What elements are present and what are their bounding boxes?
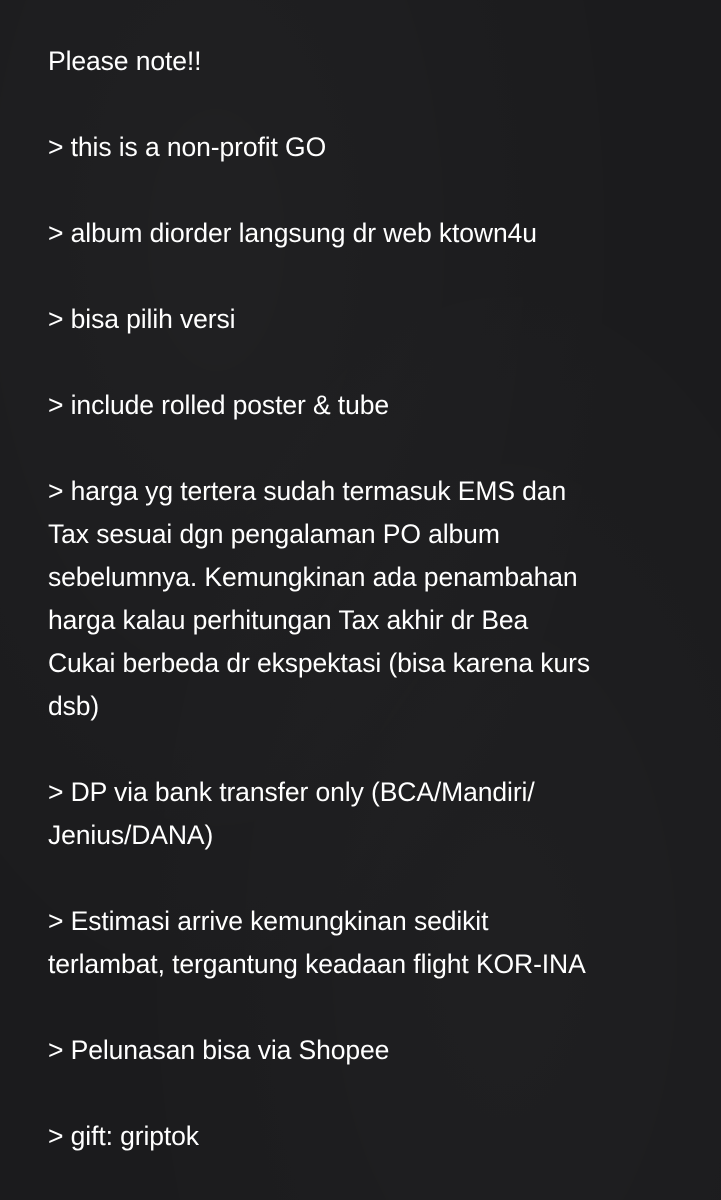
note-line: > bisa pilih versi	[48, 304, 236, 334]
note-title-text: Please note!!	[48, 46, 202, 76]
note-line: > DP via bank transfer only (BCA/Mandiri/	[48, 777, 535, 807]
note-line: > include rolled poster & tube	[48, 390, 389, 420]
note-item-order-source	[48, 212, 698, 255]
note-item-poster	[48, 384, 698, 427]
note-item-settlement	[48, 1029, 698, 1072]
note-line: > this is a non-profit GO	[48, 132, 327, 162]
note-line: sebelumnya. Kemungkinan ada penambahan	[48, 562, 578, 592]
note-item-version	[48, 298, 698, 341]
note-line: > gift: griptok	[48, 1121, 199, 1151]
note-line: harga kalau perhitungan Tax akhir dr Bea	[48, 605, 529, 635]
note-line: Jenius/DANA)	[48, 820, 214, 850]
note-item-gift	[48, 1115, 698, 1158]
note-line: Tax sesuai dgn pengalaman PO album	[48, 519, 500, 549]
note-line: > Estimasi arrive kemungkinan sedikit	[48, 906, 489, 936]
note-line: > album diorder langsung dr web ktown4u	[48, 218, 537, 248]
note-item-nonprofit	[48, 126, 698, 169]
note-text-body[interactable]	[48, 40, 698, 1158]
note-line: dsb)	[48, 691, 100, 721]
note-line: > harga yg tertera sudah termasuk EMS dan	[48, 476, 567, 506]
note-line: terlambat, tergantung keadaan flight KOR-INA	[48, 949, 586, 979]
note-item-price-tax	[48, 470, 698, 728]
note-line: > Pelunasan bisa via Shopee	[48, 1035, 390, 1065]
note-title	[48, 40, 698, 83]
note-line: Cukai berbeda dr ekspektasi (bisa karena kurs	[48, 648, 590, 678]
note-item-payment	[48, 771, 698, 857]
note-item-arrival	[48, 900, 698, 986]
